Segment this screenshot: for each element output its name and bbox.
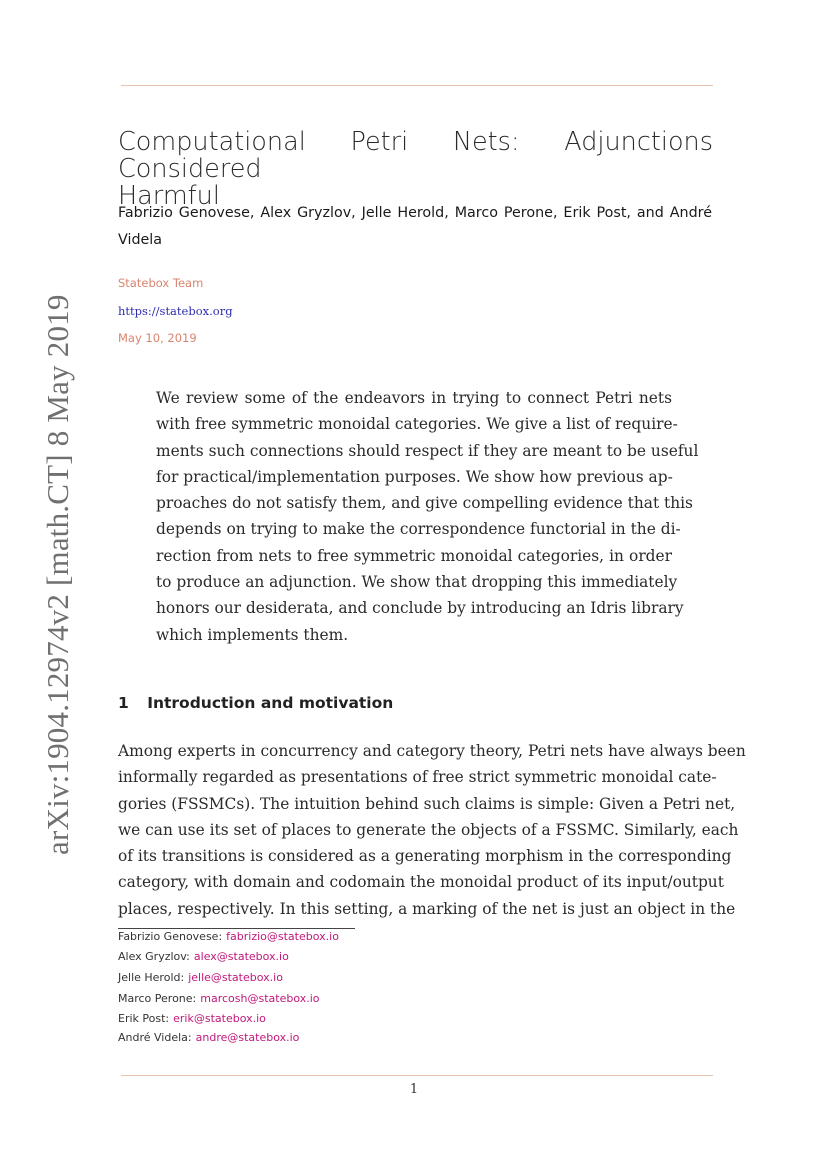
abstract-line: honors our desiderata, and conclude by introducing an Idris library xyxy=(156,599,684,618)
abstract-line: which implements them. xyxy=(156,625,349,644)
footnote-email-link[interactable]: jelle@statebox.io xyxy=(188,971,283,984)
body-line: of its transitions is considered as a generating morphism in the corresponding xyxy=(118,847,732,866)
footnote-item xyxy=(118,971,283,984)
abstract xyxy=(156,385,699,648)
affiliation-url-link[interactable]: https://statebox.org xyxy=(118,304,233,318)
footnote-author-name: Erik Post: xyxy=(118,1012,170,1025)
abstract-line: ments such connections should respect if they are meant to be useful xyxy=(156,441,699,460)
authors-line-1: Fabrizio Genovese, Alex Gryzlov, Jelle Herold, Marco Perone, Erik Post, and André xyxy=(118,205,712,221)
footnote-author-name: André Videla: xyxy=(118,1031,192,1044)
footnote-author-name: Jelle Herold: xyxy=(118,971,185,984)
body-line: Among experts in concurrency and category theory, Petri nets have always been xyxy=(118,742,746,760)
authors-line-2: Videla xyxy=(118,232,163,248)
body-paragraph xyxy=(118,738,746,922)
header-rule xyxy=(121,85,713,86)
affiliation: Statebox Team xyxy=(118,276,204,290)
body-line: gories (FSSMCs). The intuition behind such claims is simple: Given a Petri net, xyxy=(118,794,736,813)
footnote-item xyxy=(118,1012,266,1025)
footer-rule xyxy=(121,1075,713,1076)
abstract-line: proaches do not satisfy them, and give compelling evidence that this xyxy=(156,494,693,513)
title-line-2: Harmful xyxy=(118,181,220,211)
page-number: 1 xyxy=(409,1082,419,1097)
section-title: Introduction and motivation xyxy=(147,694,394,712)
footnote-author-name: Fabrizio Genovese: xyxy=(118,930,223,943)
body-line: we can use its set of places to generate the objects of a FSSMC. Similarly, each xyxy=(118,820,739,839)
abstract-line: rection from nets to free symmetric monoidal categories, in order xyxy=(156,546,672,565)
paper-title xyxy=(118,129,713,210)
title-line-1: Computational Petri Nets: Adjunctions Considered xyxy=(118,127,713,184)
section-number: 1 xyxy=(118,694,129,712)
abstract-line: depends on trying to make the correspondence functorial in the di- xyxy=(156,520,681,539)
footnote-author-name: Alex Gryzlov: xyxy=(118,950,190,963)
arxiv-sidebar-identifier: arXiv:1904.12974v2 [math.CT] 8 May 2019 xyxy=(40,294,75,855)
footnote-email-link[interactable]: erik@statebox.io xyxy=(173,1012,266,1025)
publication-date: May 10, 2019 xyxy=(118,331,197,345)
body-line: informally regarded as presentations of free strict symmetric monoidal cate- xyxy=(118,768,717,787)
footnote-email-link[interactable]: marcosh@statebox.io xyxy=(200,992,320,1005)
footnote-item xyxy=(118,950,289,963)
footnote-author-name: Marco Perone: xyxy=(118,992,197,1005)
body-line: category, with domain and codomain the monoidal product of its input/output xyxy=(118,873,724,892)
abstract-line: to produce an adjunction. We show that dropping this immediately xyxy=(156,573,678,592)
footnote-item xyxy=(118,992,320,1005)
footnote-item xyxy=(118,930,339,943)
footnote-email-link[interactable]: andre@statebox.io xyxy=(195,1031,300,1044)
author-list xyxy=(118,200,712,254)
section-heading xyxy=(118,694,393,712)
body-line: places, respectively. In this setting, a marking of the net is just an object in the xyxy=(118,899,736,918)
abstract-line: We review some of the endeavors in trying to connect Petri nets xyxy=(156,389,672,407)
footnote-email-link[interactable]: fabrizio@statebox.io xyxy=(226,930,339,943)
footnote-email-link[interactable]: alex@statebox.io xyxy=(193,950,289,963)
footnote-item xyxy=(118,1031,299,1044)
abstract-line: for practical/implementation purposes. We show how previous ap- xyxy=(156,467,673,486)
abstract-line: with free symmetric monoidal categories. We give a list of require- xyxy=(156,415,678,434)
footnote-rule xyxy=(118,928,355,929)
